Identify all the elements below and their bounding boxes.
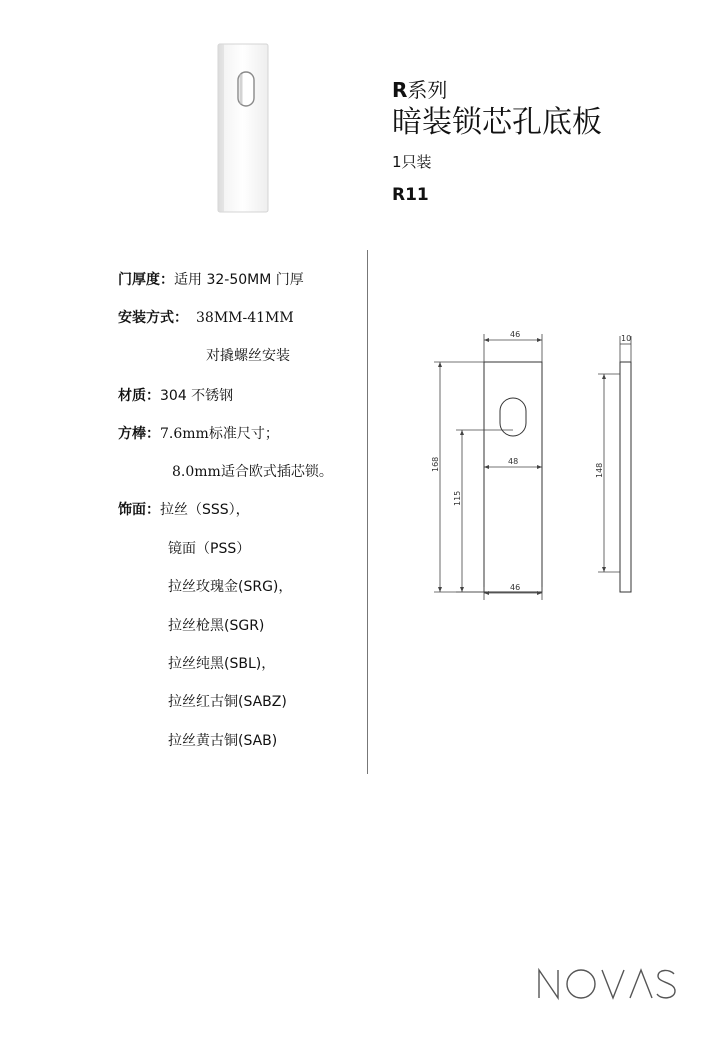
dim-width-mid: 48 [508,457,519,466]
dim-side-height: 148 [595,462,604,478]
spec-value: 7.6mm标准尺寸； [160,426,279,442]
spec-spindle [118,424,279,444]
finish-option: 拉丝玫瑰金(SRG)， [168,579,293,595]
side-view-outline [620,362,631,592]
spec-spindle-euro: 8.0mm适合欧式插芯锁。 [172,464,333,480]
spec-value: 适用 32-50MM 门厚 [174,272,304,288]
finish-option: 拉丝黄古铜(SAB) [168,733,278,749]
finish-option: 拉丝纯黑(SBL)， [168,656,276,672]
finish-option: 镜面（PSS） [168,541,251,557]
series-label [392,76,692,104]
dim-hole-height: 115 [453,490,462,506]
product-photo [214,40,274,216]
finish-option: 拉丝枪黑(SGR) [168,618,265,634]
spec-material [118,386,233,406]
spec-install-method: 对撬螺丝安装 [206,348,290,364]
spec-value: 38MM-41MM [196,310,294,326]
spec-label: 材质： [118,388,160,404]
spec-label: 门厚度： [118,272,174,288]
dim-height: 168 [431,456,440,472]
product-title: 暗装锁芯孔底板 [392,105,602,140]
technical-drawing [420,322,660,602]
pack-quantity: 1只装 [392,153,432,171]
dim-width-top: 46 [510,330,521,339]
model-number: R11 [392,185,429,205]
series-prefix: R [392,78,408,102]
column-divider [367,250,368,774]
spec-install [118,308,294,328]
series-suffix: 系列 [407,78,448,102]
novas-logo [536,966,678,1002]
spec-finish [118,500,250,520]
dim-width-bottom: 46 [510,583,521,592]
dim-side-thickness: 10 [621,334,632,343]
spec-label: 方棒： [118,426,160,442]
spec-label: 饰面： [118,502,160,518]
front-view-outline [484,362,542,592]
spec-label: 安装方式： [118,310,188,326]
finish-option: 拉丝红古铜(SABZ) [168,694,287,710]
finish-option: 拉丝（SSS）， [160,502,250,518]
spec-value: 304 不锈钢 [160,388,234,404]
spec-door-thickness [118,270,304,290]
header-block [392,76,692,206]
